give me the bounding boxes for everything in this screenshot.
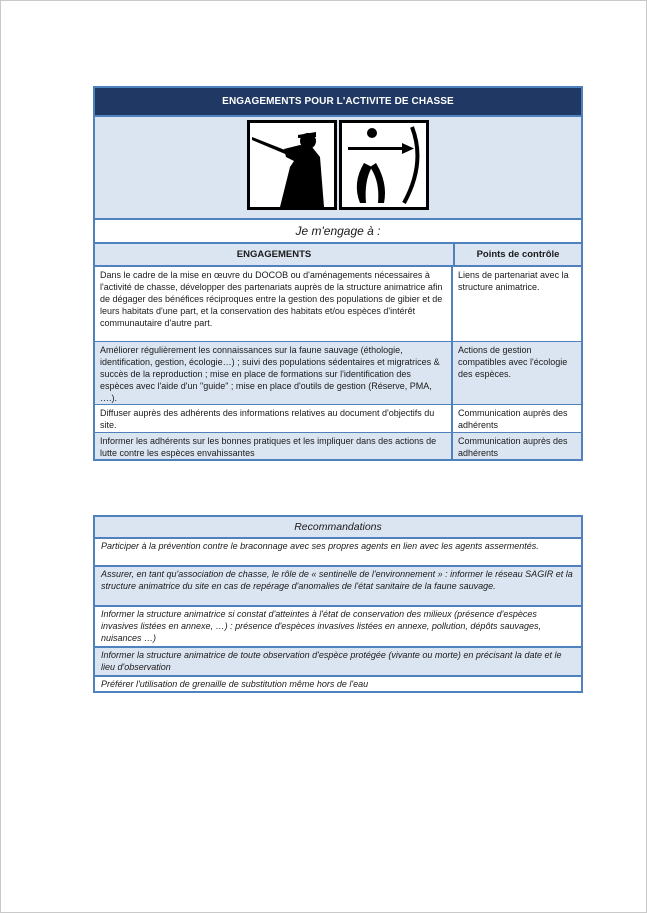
table-row	[95, 405, 581, 433]
table-row	[95, 342, 581, 405]
pictogram-row	[95, 117, 581, 220]
controle-cell: Actions de gestion compatibles avec l'écologie des espèces.	[458, 345, 568, 379]
column-header-engagements: ENGAGEMENTS	[95, 244, 455, 265]
engagement-cell: Diffuser auprès des adhérents des informations relatives au document d'objectifs du site.	[95, 405, 453, 432]
recommandations-title: Recommandations	[95, 517, 581, 539]
recommandation-item: Participer à la prévention contre le braconnage avec ses propres agents en lien avec les agents assermentés.	[95, 539, 581, 567]
table-row	[95, 433, 581, 459]
engage-statement: Je m'engage à :	[95, 220, 581, 244]
engagement-cell: Améliorer régulièrement les connaissances sur la faune sauvage (éthologie, identification, gestion, écologie…) ; suivi des populations sédentaires et migratrices & succès de la reproduction ; mise en place de formations sur l'identification des espèces avec l'aide d'un "guide" ; mise en place d'outils de gestion (Réserve, PMA, ….).	[95, 342, 453, 404]
column-header-controle: Points de contrôle	[476, 249, 560, 260]
engagement-cell: Dans le cadre de la mise en œuvre du DOCOB ou d'aménagements nécessaires à l'activité de chasse, développer des partenariats auprès de la structure animatrice afin de dégager des bénéfices réciproques entre la gestion des populations de gibier et de leurs habitats d'une part, et la conservation des habitats et/ou espèces d'intérêt communautaire d'autre part.	[95, 267, 453, 341]
recommandation-item: Assurer, en tant qu'association de chasse, le rôle de « sentinelle de l'environnement » : informer le réseau SAGIR et la structure animatrice du site en cas de repérage d'anomalies de l'état sanitaire de la faune sauvage.	[95, 567, 581, 607]
recommandation-item: Informer la structure animatrice si constat d'atteintes à l'état de conservation des milieux (présence d'espèces invasives listées en annexe, …) : présence d'espèces invasives listées en annexe, pollution, dépôts sauvages, nuisances …)	[95, 607, 581, 648]
recommandation-item: Informer la structure animatrice de toute observation d'espèce protégée (vivante ou morte) en précisant la date et le lieu d'observation	[95, 648, 581, 677]
engagements-table-title: ENGAGEMENTS POUR L'ACTIVITE DE CHASSE	[95, 88, 581, 117]
engagements-table	[93, 86, 583, 461]
hunter-rifle-icon	[247, 120, 337, 210]
recommandation-item: Préférer l'utilisation de grenaille de substitution même hors de l'eau	[101, 679, 369, 689]
recommandations-table	[93, 515, 583, 693]
archery-icon	[339, 120, 429, 210]
engagement-cell: Informer les adhérents sur les bonnes pratiques et les impliquer dans des actions de lutte contre les espèces envahissantes	[95, 433, 453, 459]
controle-cell: Communication auprès des adhérents	[458, 408, 568, 430]
controle-cell: Liens de partenariat avec la structure animatrice.	[458, 270, 569, 292]
controle-cell: Communication auprès des adhérents	[458, 436, 568, 458]
column-headers	[95, 244, 581, 267]
table-row	[95, 267, 581, 342]
